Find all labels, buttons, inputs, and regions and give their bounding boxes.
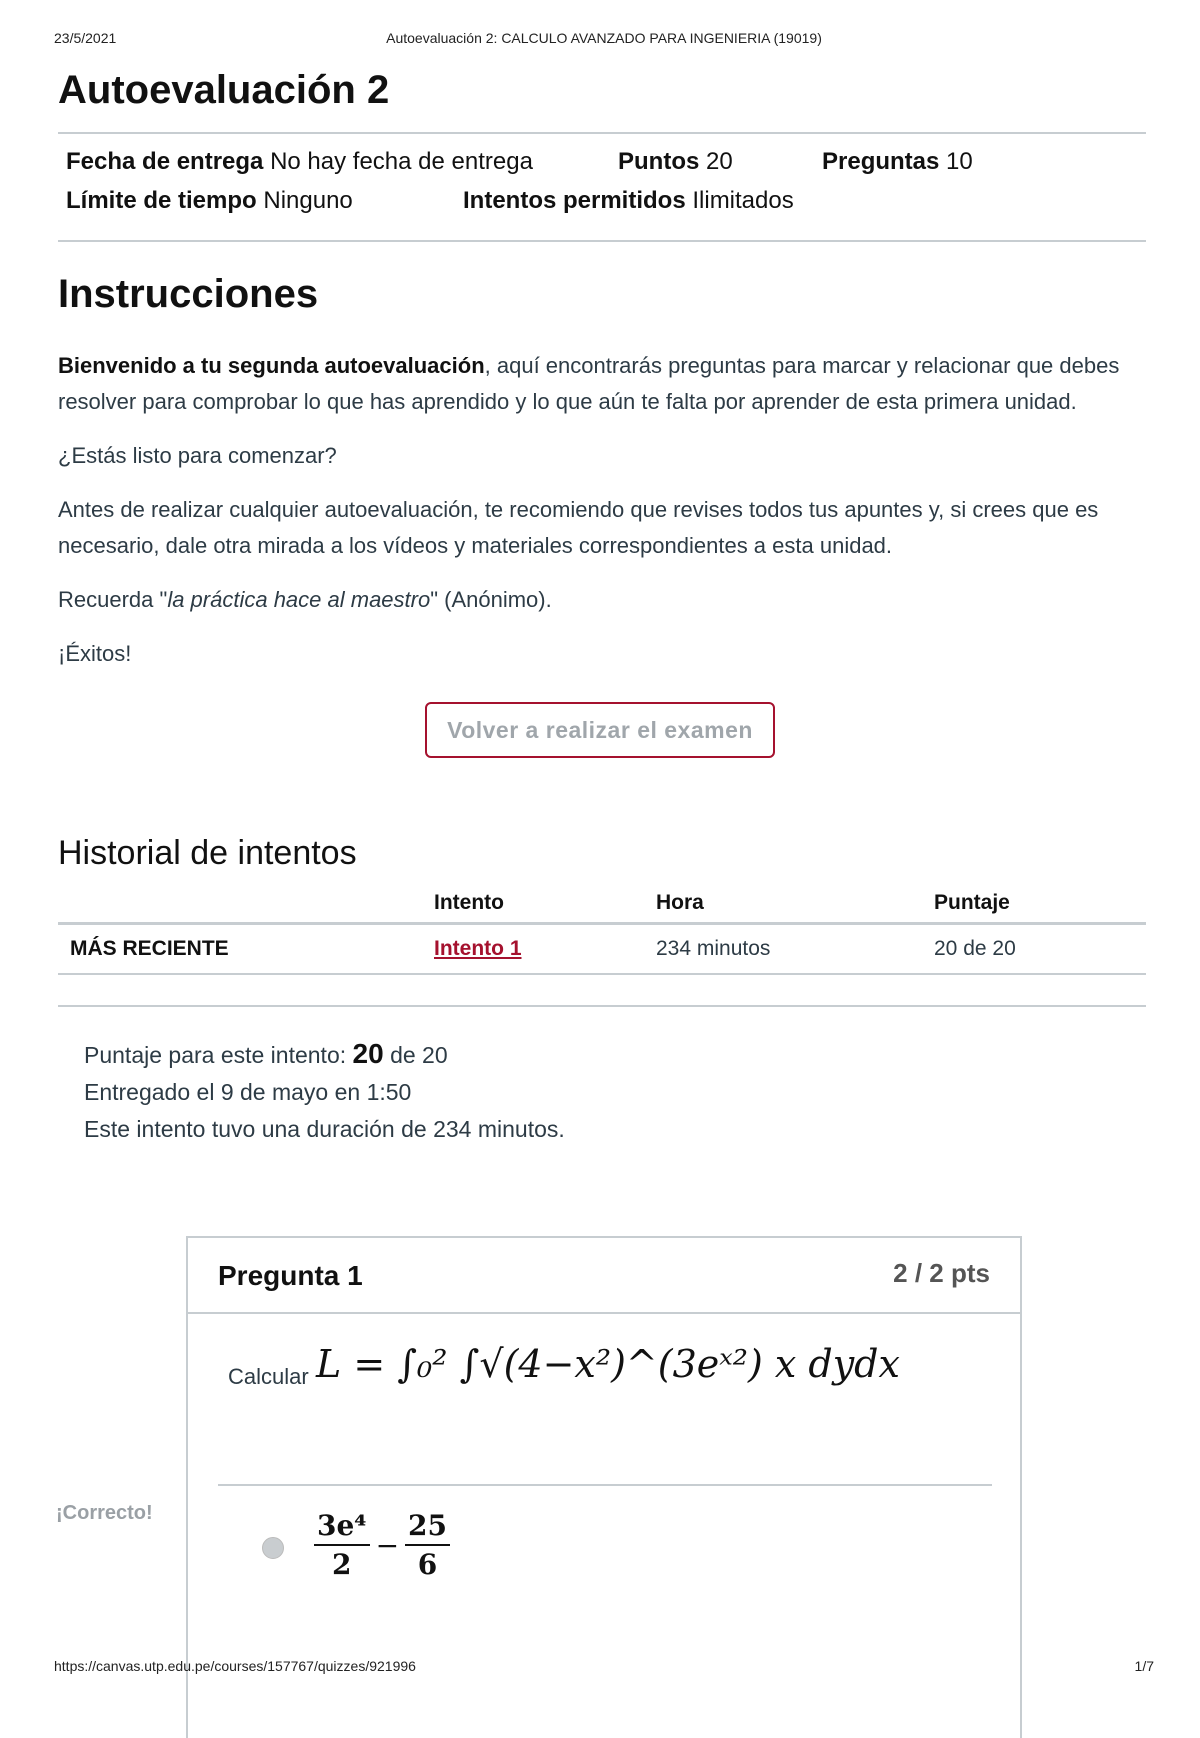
instructions-paragraph-1 bbox=[58, 348, 1146, 420]
score-suffix: de 20 bbox=[383, 1042, 448, 1068]
meta-questions-value: 10 bbox=[946, 148, 973, 175]
fraction-1-numerator: 3e⁴ bbox=[314, 1509, 370, 1546]
attempt-history-table bbox=[58, 884, 1146, 975]
score-value: 20 bbox=[352, 1038, 384, 1069]
print-header bbox=[54, 30, 1154, 50]
table-header-row bbox=[58, 884, 1146, 924]
row-time: 234 minutos bbox=[656, 924, 934, 975]
question-points: 2 / 2 pts bbox=[893, 1258, 990, 1288]
welcome-bold: Bienvenido a tu segunda autoevaluación bbox=[58, 353, 485, 378]
instructions-paragraph-3: Antes de realizar cualquier autoevaluación, te recomiendo que revises todos tus apuntes y, si crees que es necesario, dale otra mirada a los vídeos y materiales correspondientes a esta unidad. bbox=[58, 497, 1099, 558]
quote-italic: la práctica hace al maestro bbox=[167, 587, 431, 612]
retake-wrap bbox=[58, 702, 1146, 822]
meta-due bbox=[66, 148, 533, 176]
row-score: 20 de 20 bbox=[934, 924, 1146, 975]
fraction-2-denominator: 6 bbox=[417, 1548, 438, 1581]
divider bbox=[218, 1484, 992, 1486]
duration-line: Este intento tuvo una duración de 234 minutos. bbox=[84, 1116, 565, 1142]
retake-quiz-button[interactable]: Volver a realizar el examen bbox=[425, 702, 775, 758]
column-header-score: Puntaje bbox=[934, 884, 1146, 924]
attempt-1-link[interactable]: Intento 1 bbox=[434, 937, 522, 960]
fraction-2-numerator: 25 bbox=[405, 1509, 450, 1546]
answer-minus: − bbox=[375, 1528, 400, 1562]
attempt-summary bbox=[58, 1007, 1146, 1148]
meta-attempts bbox=[463, 187, 794, 215]
welcome-rest: , aquí encontrarás preguntas para marcar y relacionar que debes resolver para comprobar lo que has aprendido y lo que aún te falta por aprender de esta primera unidad. bbox=[58, 353, 1120, 414]
print-date: 23/5/2021 bbox=[54, 30, 117, 46]
row-label: MÁS RECIENTE bbox=[58, 924, 434, 975]
meta-questions-label: Preguntas bbox=[822, 148, 940, 175]
column-header-attempt: Intento bbox=[434, 884, 656, 924]
answer-fraction-1 bbox=[314, 1509, 370, 1581]
table-row bbox=[58, 924, 1146, 975]
instructions-paragraph-4 bbox=[58, 582, 1146, 618]
answer-radio[interactable] bbox=[262, 1537, 284, 1559]
meta-time-limit bbox=[66, 187, 353, 215]
fraction-1-denominator: 2 bbox=[332, 1548, 352, 1581]
score-prefix: Puntaje para este intento: bbox=[84, 1042, 353, 1068]
quote-after: " (Anónimo). bbox=[430, 587, 552, 612]
meta-points-label: Puntos bbox=[618, 148, 700, 175]
meta-row-2 bbox=[66, 187, 1138, 226]
print-footer bbox=[54, 1658, 1154, 1678]
question-title: Pregunta 1 bbox=[218, 1260, 363, 1291]
question-formula: L = ∫₀² ∫√(4−x²)^(3eˣ²) x dydx bbox=[316, 1342, 900, 1386]
meta-points bbox=[618, 148, 733, 176]
meta-points-value: 20 bbox=[706, 148, 733, 175]
meta-due-label: Fecha de entrega bbox=[66, 148, 264, 175]
instructions-title: Instrucciones bbox=[58, 272, 319, 316]
quote-before: Recuerda " bbox=[58, 587, 168, 612]
divider bbox=[58, 240, 1146, 242]
quiz-title: Autoevaluación 2 bbox=[58, 68, 390, 112]
quiz-meta bbox=[58, 134, 1146, 240]
meta-time-limit-value: Ninguno bbox=[263, 187, 353, 214]
meta-attempts-value: Ilimitados bbox=[692, 187, 794, 214]
question-prompt: Calcular bbox=[228, 1364, 309, 1389]
instructions-paragraph-5: ¡Éxitos! bbox=[58, 641, 132, 666]
quiz-content bbox=[58, 62, 1146, 1148]
instructions-paragraph-2: ¿Estás listo para comenzar? bbox=[58, 443, 337, 468]
meta-questions bbox=[822, 148, 973, 176]
submitted-line: Entregado el 9 de mayo en 1:50 bbox=[84, 1079, 412, 1105]
print-document-title: Autoevaluación 2: CALCULO AVANZADO PARA INGENIERIA (19019) bbox=[386, 30, 822, 46]
answer-fraction-2 bbox=[405, 1509, 450, 1581]
answer-option bbox=[308, 1509, 456, 1581]
column-header-time: Hora bbox=[656, 884, 934, 924]
meta-row-1 bbox=[66, 148, 1138, 187]
meta-attempts-label: Intentos permitidos bbox=[463, 187, 686, 214]
meta-time-limit-label: Límite de tiempo bbox=[66, 187, 257, 214]
print-url: https://canvas.utp.edu.pe/courses/157767/quizzes/921996 bbox=[54, 1658, 416, 1674]
column-header-label bbox=[58, 884, 434, 924]
row-attempt-cell bbox=[434, 924, 656, 975]
print-page-number: 1/7 bbox=[1134, 1658, 1154, 1674]
history-title: Historial de intentos bbox=[58, 834, 357, 872]
score-line bbox=[84, 1035, 1146, 1074]
correct-feedback-label: ¡Correcto! bbox=[56, 1502, 153, 1524]
meta-due-value: No hay fecha de entrega bbox=[270, 148, 533, 175]
question-header bbox=[188, 1238, 1020, 1314]
